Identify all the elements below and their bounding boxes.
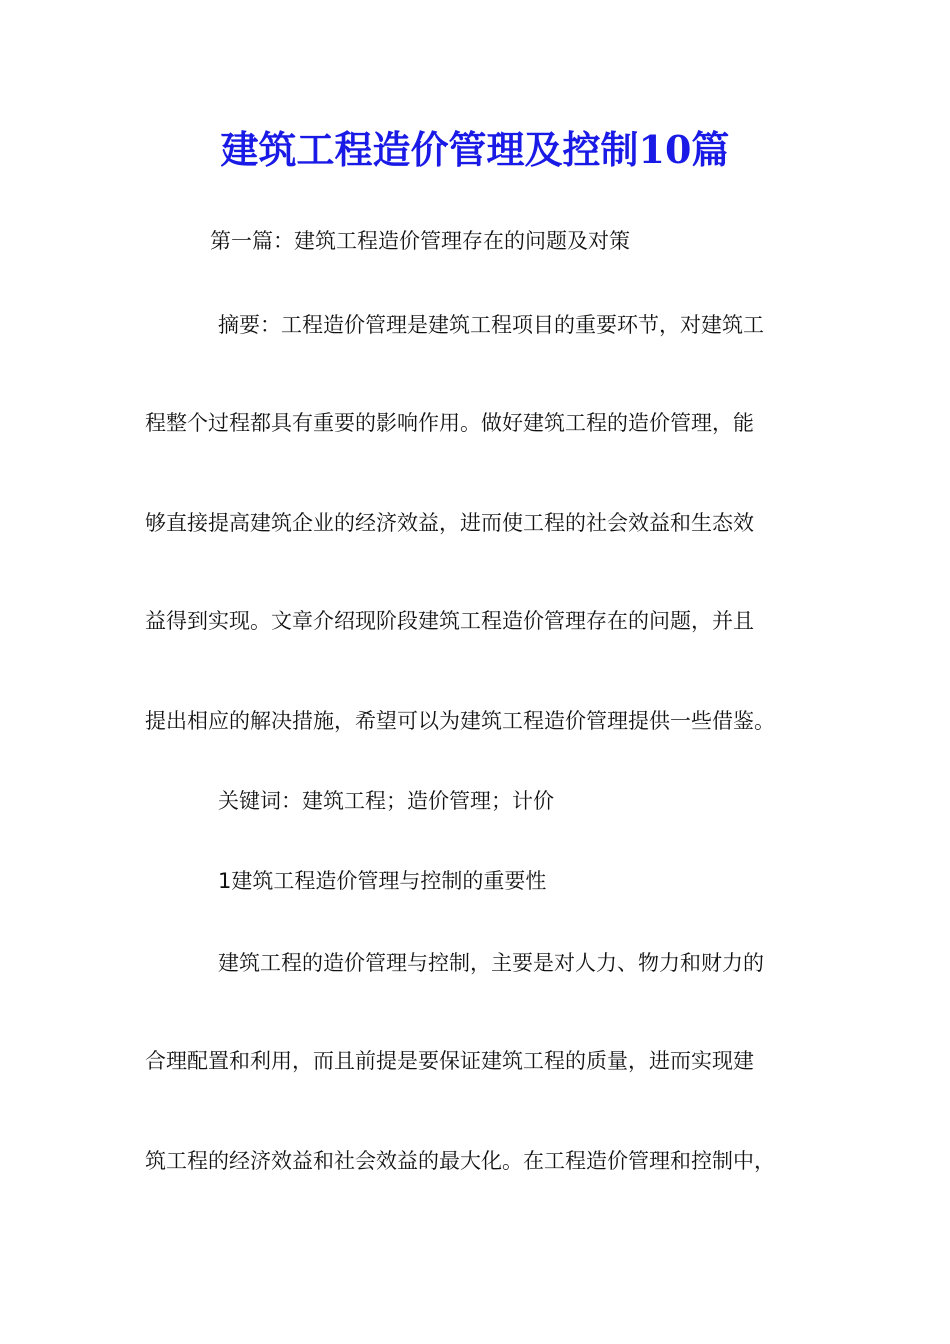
abstract-line: 益得到实现。文章介绍现阶段建筑工程造价管理存在的问题，并且 xyxy=(145,609,754,633)
body-line: 合理配置和利用，而且前提是要保证建筑工程的质量，进而实现建 xyxy=(145,1049,754,1073)
body-line: 筑工程的经济效益和社会效益的最大化。在工程造价管理和控制中， xyxy=(145,1149,775,1173)
abstract-line: 程整个过程都具有重要的影响作用。做好建筑工程的造价管理，能 xyxy=(145,411,754,435)
abstract-line: 摘要：工程造价管理是建筑工程项目的重要环节，对建筑工 xyxy=(218,313,764,337)
document-title: 建筑工程造价管理及控制10篇 xyxy=(220,127,730,172)
abstract-line: 够直接提高建筑企业的经济效益，进而使工程的社会效益和生态效 xyxy=(145,511,754,535)
keywords-line: 关键词：建筑工程；造价管理；计价 xyxy=(218,789,554,813)
subsection-heading: 1建筑工程造价管理与控制的重要性 xyxy=(218,869,547,893)
section-heading: 第一篇：建筑工程造价管理存在的问题及对策 xyxy=(210,229,630,253)
body-line: 建筑工程的造价管理与控制，主要是对人力、物力和财力的 xyxy=(218,951,764,975)
abstract-line: 提出相应的解决措施，希望可以为建筑工程造价管理提供一些借鉴。 xyxy=(145,709,775,733)
